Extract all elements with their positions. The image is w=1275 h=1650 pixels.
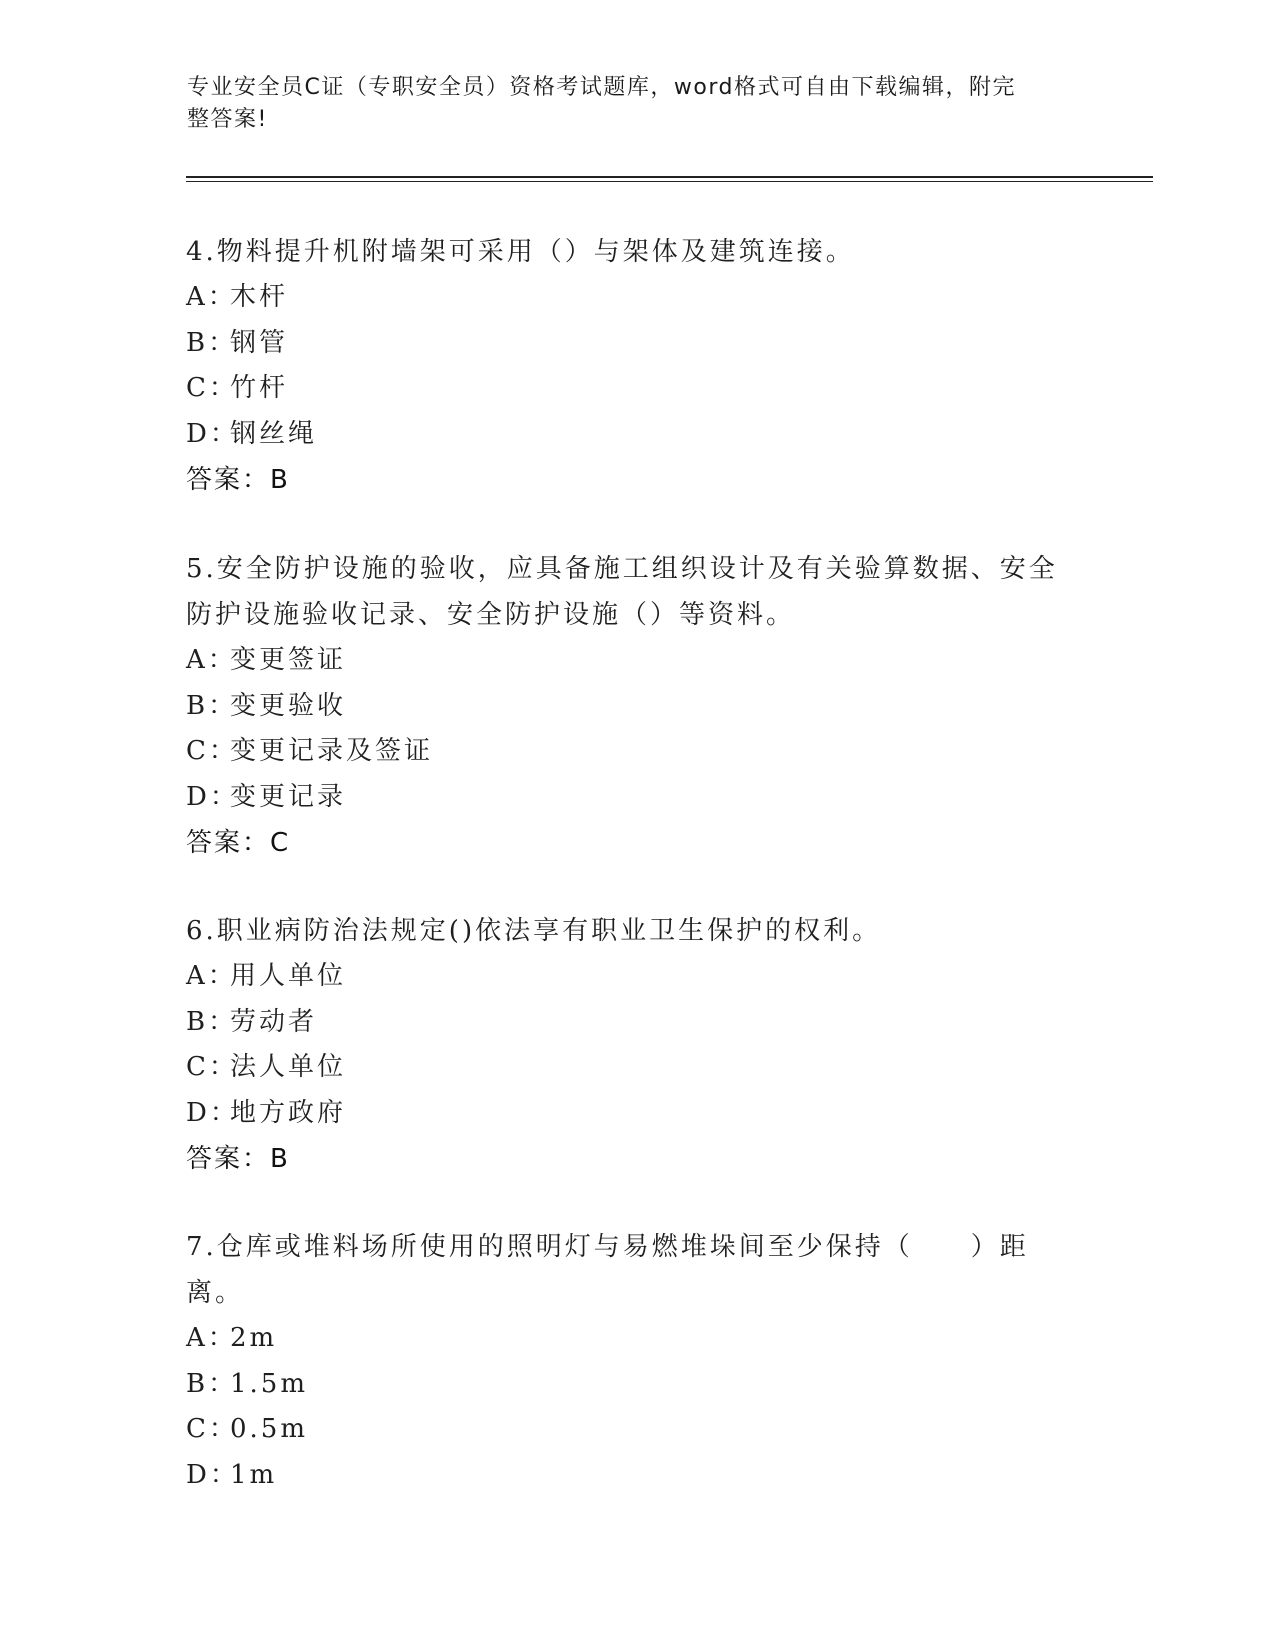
option-c (186, 729, 1086, 775)
question-4 (186, 229, 1086, 503)
option-a (186, 1316, 1086, 1362)
header-line-2: 整答案! (187, 107, 268, 132)
option-a (186, 275, 1086, 321)
question-7 (186, 1224, 1086, 1498)
question-stem: 7.仓库或堆料场所使用的照明灯与易燃堆垛间至少保持（ ）距离。 (186, 1232, 1029, 1308)
option-letter: D： (186, 1097, 239, 1128)
option-c (186, 366, 1086, 412)
option-b (186, 1000, 1086, 1046)
option-text: 变更记录及签证 (230, 736, 434, 766)
header-divider-thick (186, 176, 1153, 178)
option-b (186, 684, 1086, 730)
option-text: 变更记录 (230, 781, 347, 812)
header-line-1: 专业安全员C证（专职安全员）资格考试题库，word格式可自由下载编辑，附完 (187, 75, 1016, 100)
answer-label: 答案：B (186, 1144, 290, 1174)
answer-label: 答案：B (186, 465, 290, 495)
option-text: 0.5m (230, 1414, 309, 1444)
question-6 (186, 908, 1086, 1182)
option-letter: C： (186, 1414, 238, 1444)
option-text: 木杆 (230, 282, 289, 312)
option-letter: B： (186, 327, 238, 358)
option-letter: B： (186, 1006, 238, 1037)
option-letter: B： (186, 690, 238, 721)
option-b (186, 321, 1086, 367)
question-stem: 6.职业病防治法规定()依法享有职业卫生保护的权利。 (186, 916, 882, 946)
option-letter: A： (186, 1323, 237, 1353)
option-letter: A： (186, 961, 237, 991)
option-letter: C： (186, 373, 238, 403)
option-text: 竹杆 (230, 373, 289, 403)
option-a (186, 954, 1086, 1000)
option-b (186, 1362, 1086, 1408)
option-text: 钢丝绳 (230, 418, 318, 449)
option-text: 用人单位 (230, 961, 347, 991)
option-letter: D： (186, 418, 239, 449)
option-c (186, 1407, 1086, 1453)
question-stem-line-1: 5.安全防护设施的验收，应具备施工组织设计及有关验算数据、安全 (186, 554, 1058, 584)
option-text: 法人单位 (230, 1052, 347, 1082)
option-text: 1m (230, 1459, 278, 1490)
option-text: 地方政府 (230, 1097, 347, 1128)
option-letter: B： (186, 1368, 238, 1399)
option-c (186, 1045, 1086, 1091)
option-text: 钢管 (230, 327, 289, 358)
option-text: 变更签证 (230, 645, 347, 675)
option-letter: D： (186, 1459, 239, 1490)
question-5 (186, 546, 1086, 866)
question-stem-line-2: 防护设施验收记录、安全防护设施（）等资料。 (186, 600, 796, 630)
answer-label: 答案：C (186, 828, 291, 858)
option-letter: C： (186, 736, 238, 766)
option-d (186, 412, 1086, 458)
option-d (186, 1453, 1086, 1499)
option-text: 2m (230, 1323, 278, 1353)
option-a (186, 638, 1086, 684)
option-letter: C： (186, 1052, 238, 1082)
option-d (186, 1091, 1086, 1137)
option-text: 1.5m (230, 1368, 309, 1399)
question-stem: 4.物料提升机附墙架可采用（）与架体及建筑连接。 (186, 237, 855, 267)
option-letter: A： (186, 645, 237, 675)
option-d (186, 775, 1086, 821)
document-header (187, 72, 1067, 136)
header-divider-thin (186, 181, 1153, 182)
option-letter: D： (186, 781, 239, 812)
option-text: 变更验收 (230, 690, 347, 721)
option-text: 劳动者 (230, 1006, 318, 1037)
option-letter: A： (186, 282, 237, 312)
